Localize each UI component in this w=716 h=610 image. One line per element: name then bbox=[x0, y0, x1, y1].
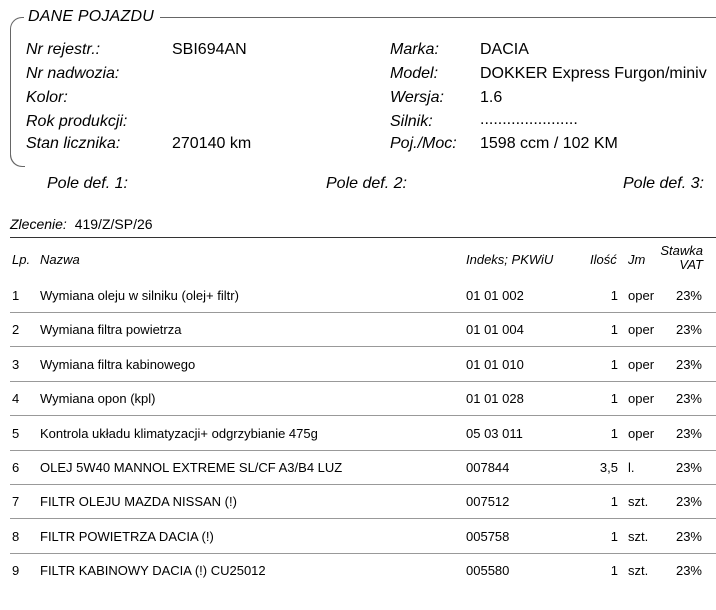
row-jm: oper bbox=[628, 288, 655, 303]
row-index: 01 01 002 bbox=[466, 288, 524, 303]
row-vat: 23% bbox=[675, 425, 702, 441]
header-qty: Ilość bbox=[590, 252, 617, 267]
row-jm: szt. bbox=[628, 528, 649, 544]
row-index: 01 01 010 bbox=[466, 356, 524, 372]
row-qty: 1 bbox=[610, 391, 618, 407]
make-value: DACIA bbox=[480, 41, 529, 58]
vin-label: Nr nadwozia: bbox=[26, 65, 120, 82]
odometer-label: Stan licznika: bbox=[26, 135, 121, 152]
row-qty: 1 bbox=[610, 494, 618, 510]
version-value: 1.6 bbox=[480, 89, 503, 106]
row-name: Kontrola układu klimatyzacji+ odgrzybianie 475g bbox=[40, 425, 318, 441]
row-qty: 1 bbox=[610, 425, 618, 441]
capacity-power-value: 1598 ccm / 102 KM bbox=[480, 135, 618, 152]
engine-value: ...................... bbox=[480, 111, 578, 128]
header-vat-line1: Stawka bbox=[660, 243, 703, 258]
row-name: FILTR OLEJU MAZDA NISSAN (!) bbox=[40, 494, 237, 510]
table-row bbox=[10, 279, 716, 313]
row-qty: 1 bbox=[610, 528, 618, 544]
custom-field-2-label: Pole def. 2: bbox=[326, 175, 407, 192]
header-lp: Lp. bbox=[12, 252, 31, 267]
row-qty: 1 bbox=[610, 356, 618, 372]
row-jm: szt. bbox=[628, 563, 649, 579]
table-row bbox=[10, 520, 716, 554]
row-vat: 23% bbox=[675, 356, 702, 372]
row-index: 05 03 011 bbox=[466, 425, 523, 441]
custom-field-3-label: Pole def. 3: bbox=[623, 175, 704, 192]
row-jm: oper bbox=[628, 425, 655, 441]
model-value: DOKKER Express Furgon/miniv bbox=[480, 65, 707, 82]
odometer-value: 270140 km bbox=[172, 135, 252, 152]
row-index: 007512 bbox=[466, 494, 510, 510]
order-label: Zlecenie: bbox=[10, 216, 67, 232]
row-lp: 7 bbox=[12, 494, 20, 510]
row-jm: oper bbox=[628, 322, 655, 338]
reg-number-value: SBI694AN bbox=[172, 41, 247, 58]
table-row bbox=[10, 451, 716, 485]
row-vat: 23% bbox=[675, 460, 702, 475]
table-row bbox=[10, 348, 716, 382]
row-index: 01 01 028 bbox=[466, 391, 524, 407]
table-row bbox=[10, 485, 716, 519]
make-label: Marka: bbox=[390, 41, 439, 58]
row-vat: 23% bbox=[675, 528, 702, 544]
table-top-rule bbox=[10, 237, 716, 238]
row-vat: 23% bbox=[675, 391, 702, 407]
row-vat: 23% bbox=[675, 563, 702, 579]
vehicle-data-title: DANE POJAZDU bbox=[24, 8, 160, 26]
row-lp: 1 bbox=[12, 288, 20, 303]
table-row bbox=[10, 313, 716, 347]
reg-number-label: Nr rejestr.: bbox=[26, 41, 101, 58]
row-index: 005758 bbox=[466, 528, 510, 544]
version-label: Wersja: bbox=[390, 89, 444, 106]
row-qty: 1 bbox=[610, 322, 618, 338]
row-jm: l. bbox=[628, 460, 635, 475]
row-index: 01 01 004 bbox=[466, 322, 524, 338]
row-lp: 2 bbox=[12, 322, 20, 338]
row-qty: 1 bbox=[610, 288, 618, 303]
row-index: 005580 bbox=[466, 563, 510, 579]
custom-field-1-label: Pole def. 1: bbox=[47, 175, 128, 192]
row-qty: 1 bbox=[610, 563, 618, 579]
model-label: Model: bbox=[390, 65, 439, 82]
row-name: Wymiana oleju w silniku (olej+ filtr) bbox=[40, 288, 239, 303]
row-vat: 23% bbox=[675, 288, 702, 303]
row-name: FILTR KABINOWY DACIA (!) CU25012 bbox=[40, 563, 266, 579]
row-lp: 3 bbox=[12, 356, 20, 372]
row-lp: 6 bbox=[12, 460, 20, 475]
row-lp: 8 bbox=[12, 528, 20, 544]
row-name: FILTR POWIETRZA DACIA (!) bbox=[40, 528, 214, 544]
row-lp: 4 bbox=[12, 391, 20, 407]
production-year-label: Rok produkcji: bbox=[26, 113, 128, 130]
row-lp: 9 bbox=[12, 563, 20, 579]
header-vat bbox=[643, 244, 703, 272]
header-name: Nazwa bbox=[40, 252, 80, 267]
row-name: OLEJ 5W40 MANNOL EXTREME SL/CF A3/B4 LUZ bbox=[40, 460, 343, 475]
table-row bbox=[10, 554, 716, 588]
header-jm: Jm bbox=[628, 252, 646, 267]
row-name: Wymiana opon (kpl) bbox=[40, 391, 156, 407]
row-name: Wymiana filtra kabinowego bbox=[40, 356, 196, 372]
order-value: 419/Z/SP/26 bbox=[74, 216, 153, 232]
color-label: Kolor: bbox=[26, 89, 68, 106]
header-index: Indeks; PKWiU bbox=[466, 252, 554, 267]
row-vat: 23% bbox=[675, 494, 702, 510]
capacity-power-label: Poj./Moc: bbox=[390, 135, 457, 152]
row-lp: 5 bbox=[12, 425, 20, 441]
row-vat: 23% bbox=[675, 322, 702, 338]
row-jm: szt. bbox=[628, 494, 649, 510]
table-row bbox=[10, 382, 716, 416]
row-qty: 3,5 bbox=[599, 460, 618, 475]
row-index: 007844 bbox=[466, 460, 510, 475]
row-jm: oper bbox=[628, 356, 655, 372]
row-jm: oper bbox=[628, 391, 655, 407]
engine-label: Silnik: bbox=[390, 113, 433, 130]
order-number bbox=[10, 216, 153, 232]
header-vat-line2: VAT bbox=[679, 257, 703, 272]
row-name: Wymiana filtra powietrza bbox=[40, 322, 182, 338]
table-row bbox=[10, 417, 716, 451]
